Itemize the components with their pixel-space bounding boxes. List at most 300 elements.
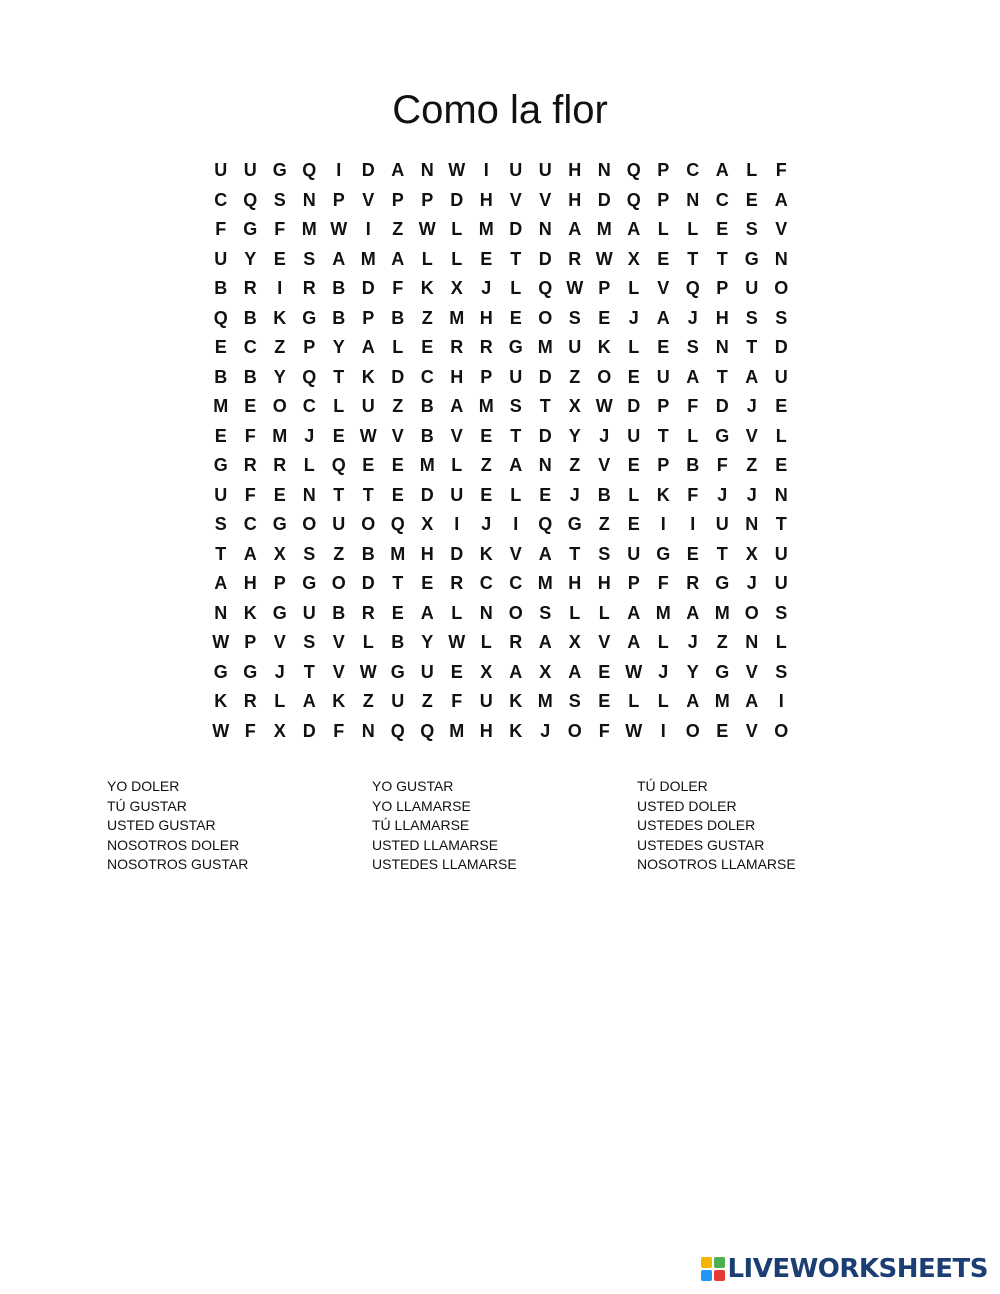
grid-letter[interactable]: E	[480, 484, 493, 505]
grid-letter[interactable]: M	[449, 307, 465, 328]
grid-letter[interactable]: O	[685, 720, 700, 741]
grid-letter[interactable]: V	[509, 189, 522, 210]
grid-letter[interactable]: N	[479, 602, 493, 623]
grid-letter[interactable]: E	[480, 425, 493, 446]
grid-letter[interactable]: Z	[569, 455, 581, 475]
grid-letter[interactable]: B	[420, 396, 434, 416]
grid-letter[interactable]: V	[745, 720, 758, 741]
grid-letter[interactable]: V	[598, 632, 611, 652]
grid-letter[interactable]: Q	[685, 278, 700, 298]
grid-letter[interactable]: I	[690, 514, 696, 534]
grid-letter[interactable]: I	[778, 691, 784, 711]
grid-letter[interactable]: G	[656, 543, 671, 564]
grid-letter[interactable]: Q	[243, 189, 258, 210]
grid-letter[interactable]: W	[212, 632, 230, 652]
grid-letter[interactable]: R	[568, 248, 582, 269]
grid-letter[interactable]: E	[598, 691, 611, 711]
grid-letter[interactable]: E	[657, 248, 670, 269]
grid-letter[interactable]: D	[538, 366, 552, 387]
grid-letter[interactable]: A	[420, 602, 434, 623]
grid-letter[interactable]: A	[627, 219, 641, 239]
grid-letter[interactable]: V	[332, 632, 345, 652]
grid-letter[interactable]: A	[627, 602, 641, 623]
grid-letter[interactable]: L	[598, 602, 610, 623]
grid-letter[interactable]: E	[421, 337, 434, 357]
grid-letter[interactable]: A	[391, 248, 405, 269]
grid-letter[interactable]: J	[274, 661, 285, 682]
grid-letter[interactable]: N	[774, 248, 788, 269]
grid-letter[interactable]: Z	[274, 337, 286, 357]
grid-letter[interactable]: O	[774, 720, 789, 741]
grid-letter[interactable]: K	[509, 720, 523, 741]
grid-letter[interactable]: M	[449, 720, 465, 741]
grid-letter[interactable]: H	[568, 573, 582, 593]
grid-letter[interactable]: C	[509, 573, 523, 593]
grid-letter[interactable]: J	[687, 632, 698, 652]
grid-letter[interactable]: K	[361, 366, 375, 387]
grid-letter[interactable]: O	[538, 307, 553, 328]
grid-letter[interactable]: P	[657, 160, 670, 180]
grid-letter[interactable]: D	[538, 248, 552, 269]
grid-letter[interactable]: T	[746, 337, 758, 357]
grid-letter[interactable]: J	[481, 514, 492, 534]
liveworksheets-logo[interactable]	[701, 1256, 988, 1282]
grid-letter[interactable]: P	[598, 278, 611, 298]
grid-letter[interactable]: A	[509, 455, 523, 475]
grid-letter[interactable]: J	[717, 484, 728, 505]
grid-letter[interactable]: U	[214, 248, 228, 269]
grid-letter[interactable]: Z	[421, 307, 433, 328]
grid-letter[interactable]: R	[509, 632, 523, 652]
grid-letter[interactable]: Q	[331, 455, 346, 475]
grid-letter[interactable]: L	[421, 248, 433, 269]
grid-letter[interactable]: D	[627, 396, 641, 416]
grid-letter[interactable]: U	[361, 396, 375, 416]
grid-letter[interactable]: U	[627, 543, 641, 564]
grid-letter[interactable]: B	[391, 632, 405, 652]
grid-letter[interactable]: J	[304, 425, 315, 446]
grid-letter[interactable]: T	[392, 573, 404, 593]
grid-letter[interactable]: R	[302, 278, 316, 298]
grid-letter[interactable]: S	[686, 337, 699, 357]
grid-letter[interactable]: J	[628, 307, 639, 328]
grid-letter[interactable]: K	[214, 691, 228, 711]
grid-letter[interactable]: Q	[390, 720, 405, 741]
grid-letter[interactable]: P	[657, 396, 670, 416]
grid-letter[interactable]: X	[421, 514, 434, 534]
grid-letter[interactable]: E	[627, 514, 640, 534]
grid-letter[interactable]: U	[509, 160, 523, 180]
grid-letter[interactable]: B	[686, 455, 700, 475]
grid-letter[interactable]: X	[273, 720, 286, 741]
grid-letter[interactable]: T	[687, 248, 699, 269]
grid-letter[interactable]: W	[330, 219, 348, 239]
grid-letter[interactable]: H	[568, 160, 582, 180]
grid-letter[interactable]: G	[302, 307, 317, 328]
grid-letter[interactable]: L	[510, 484, 522, 505]
grid-letter[interactable]: L	[628, 484, 640, 505]
grid-letter[interactable]: G	[508, 337, 523, 357]
grid-letter[interactable]: F	[244, 425, 256, 446]
grid-letter[interactable]: S	[598, 543, 611, 564]
grid-letter[interactable]: L	[451, 248, 463, 269]
grid-letter[interactable]: S	[303, 632, 316, 652]
grid-letter[interactable]: O	[774, 278, 789, 298]
grid-letter[interactable]: U	[214, 160, 228, 180]
grid-letter[interactable]: N	[214, 602, 228, 623]
grid-letter[interactable]: B	[361, 543, 375, 564]
grid-letter[interactable]: U	[450, 484, 464, 505]
grid-letter[interactable]: Z	[392, 396, 404, 416]
grid-letter[interactable]: M	[537, 573, 553, 593]
grid-letter[interactable]: E	[598, 307, 611, 328]
grid-letter[interactable]: Q	[302, 160, 317, 180]
grid-letter[interactable]: B	[391, 307, 405, 328]
grid-letter[interactable]: U	[420, 661, 434, 682]
grid-letter[interactable]: P	[391, 189, 404, 210]
grid-letter[interactable]: M	[478, 396, 494, 416]
grid-letter[interactable]: J	[746, 484, 757, 505]
grid-letter[interactable]: U	[538, 160, 552, 180]
grid-letter[interactable]: M	[272, 425, 288, 446]
grid-letter[interactable]: K	[332, 691, 346, 711]
grid-letter[interactable]: F	[392, 278, 404, 298]
grid-letter[interactable]: I	[454, 514, 460, 534]
grid-letter[interactable]: A	[538, 543, 552, 564]
grid-letter[interactable]: L	[657, 632, 669, 652]
grid-letter[interactable]: C	[302, 396, 316, 416]
grid-letter[interactable]: A	[627, 632, 641, 652]
grid-letter[interactable]: G	[272, 160, 287, 180]
grid-letter[interactable]: A	[686, 691, 700, 711]
grid-letter[interactable]: D	[509, 219, 523, 239]
grid-letter[interactable]: N	[361, 720, 375, 741]
grid-letter[interactable]: B	[332, 278, 346, 298]
grid-letter[interactable]: J	[746, 573, 757, 593]
grid-letter[interactable]: T	[775, 514, 787, 534]
grid-letter[interactable]: Q	[302, 366, 317, 387]
grid-letter[interactable]: Q	[626, 189, 641, 210]
grid-letter[interactable]: Z	[746, 455, 758, 475]
grid-letter[interactable]: S	[568, 307, 581, 328]
grid-letter[interactable]: L	[333, 396, 345, 416]
grid-letter[interactable]: S	[273, 189, 286, 210]
grid-letter[interactable]: L	[657, 219, 669, 239]
grid-letter[interactable]: D	[450, 189, 464, 210]
grid-letter[interactable]: W	[448, 632, 466, 652]
grid-letter[interactable]: G	[272, 602, 287, 623]
grid-letter[interactable]: N	[774, 484, 788, 505]
grid-letter[interactable]: F	[657, 573, 669, 593]
grid-letter[interactable]: F	[451, 691, 463, 711]
grid-letter[interactable]: M	[478, 219, 494, 239]
grid-letter[interactable]: D	[361, 573, 375, 593]
grid-letter[interactable]: M	[360, 248, 376, 269]
grid-letter[interactable]: V	[509, 543, 522, 564]
grid-letter[interactable]: K	[656, 484, 670, 505]
grid-letter[interactable]: H	[479, 189, 493, 210]
grid-letter[interactable]: V	[539, 189, 552, 210]
grid-letter[interactable]: S	[745, 219, 758, 239]
grid-letter[interactable]: D	[538, 425, 552, 446]
word-search-grid[interactable]	[206, 156, 796, 746]
grid-letter[interactable]: J	[658, 661, 669, 682]
grid-letter[interactable]: R	[273, 455, 287, 475]
grid-letter[interactable]: R	[243, 455, 257, 475]
grid-letter[interactable]: V	[362, 189, 375, 210]
grid-letter[interactable]: M	[655, 602, 671, 623]
grid-letter[interactable]: U	[774, 366, 788, 387]
grid-letter[interactable]: R	[450, 337, 464, 357]
grid-letter[interactable]: Y	[273, 366, 286, 387]
grid-letter[interactable]: D	[450, 543, 464, 564]
grid-letter[interactable]: L	[746, 160, 758, 180]
grid-letter[interactable]: V	[450, 425, 463, 446]
grid-letter[interactable]: A	[656, 307, 670, 328]
grid-letter[interactable]: G	[715, 573, 730, 593]
grid-letter[interactable]: V	[775, 219, 788, 239]
grid-letter[interactable]: G	[243, 661, 258, 682]
grid-letter[interactable]: Z	[480, 455, 492, 475]
grid-letter[interactable]: A	[745, 366, 759, 387]
grid-letter[interactable]: D	[420, 484, 434, 505]
grid-letter[interactable]: M	[537, 337, 553, 357]
grid-letter[interactable]: L	[392, 337, 404, 357]
grid-letter[interactable]: Z	[333, 543, 345, 564]
grid-letter[interactable]: N	[302, 484, 316, 505]
grid-letter[interactable]: D	[715, 396, 729, 416]
grid-letter[interactable]: Y	[421, 632, 434, 652]
grid-letter[interactable]: E	[598, 661, 611, 682]
grid-letter[interactable]: A	[243, 543, 257, 564]
grid-letter[interactable]: K	[273, 307, 287, 328]
grid-letter[interactable]: A	[686, 366, 700, 387]
grid-letter[interactable]: W	[359, 661, 377, 682]
grid-letter[interactable]: F	[716, 455, 728, 475]
grid-letter[interactable]: G	[213, 661, 228, 682]
grid-letter[interactable]: Q	[213, 307, 228, 328]
grid-letter[interactable]: E	[450, 661, 463, 682]
grid-letter[interactable]: C	[243, 514, 257, 534]
grid-letter[interactable]: A	[568, 219, 582, 239]
grid-letter[interactable]: F	[687, 396, 699, 416]
grid-letter[interactable]: Z	[598, 514, 610, 534]
grid-letter[interactable]: D	[361, 278, 375, 298]
grid-letter[interactable]: H	[597, 573, 611, 593]
grid-letter[interactable]: P	[421, 189, 434, 210]
grid-letter[interactable]: Q	[420, 720, 435, 741]
grid-letter[interactable]: H	[568, 189, 582, 210]
grid-letter[interactable]: I	[513, 514, 519, 534]
grid-letter[interactable]: P	[332, 189, 345, 210]
grid-letter[interactable]: E	[686, 543, 699, 564]
grid-letter[interactable]: E	[273, 248, 286, 269]
grid-letter[interactable]: T	[510, 248, 522, 269]
grid-letter[interactable]: E	[244, 396, 257, 416]
grid-letter[interactable]: X	[450, 278, 463, 298]
grid-letter[interactable]: I	[336, 160, 342, 180]
grid-letter[interactable]: A	[302, 691, 316, 711]
grid-letter[interactable]: O	[744, 602, 759, 623]
grid-letter[interactable]: Y	[686, 661, 699, 682]
grid-letter[interactable]: W	[448, 160, 466, 180]
grid-letter[interactable]: C	[243, 337, 257, 357]
grid-letter[interactable]: E	[362, 455, 375, 475]
grid-letter[interactable]: D	[774, 337, 788, 357]
grid-letter[interactable]: W	[595, 396, 613, 416]
grid-letter[interactable]: E	[657, 337, 670, 357]
grid-letter[interactable]: E	[391, 602, 404, 623]
grid-letter[interactable]: U	[745, 278, 759, 298]
grid-letter[interactable]: X	[480, 661, 493, 682]
grid-letter[interactable]: A	[391, 160, 405, 180]
grid-letter[interactable]: W	[625, 661, 643, 682]
grid-letter[interactable]: R	[361, 602, 375, 623]
grid-letter[interactable]: G	[744, 248, 759, 269]
grid-letter[interactable]: S	[303, 248, 316, 269]
grid-letter[interactable]: L	[451, 219, 463, 239]
grid-letter[interactable]: T	[362, 484, 374, 505]
grid-letter[interactable]: G	[213, 455, 228, 475]
grid-letter[interactable]: Q	[538, 514, 553, 534]
grid-letter[interactable]: A	[568, 661, 582, 682]
grid-letter[interactable]: A	[745, 691, 759, 711]
grid-letter[interactable]: P	[480, 366, 493, 387]
grid-letter[interactable]: S	[509, 396, 522, 416]
grid-letter[interactable]: L	[657, 691, 669, 711]
grid-letter[interactable]: U	[479, 691, 493, 711]
grid-letter[interactable]: F	[274, 219, 286, 239]
grid-letter[interactable]: B	[214, 366, 228, 387]
grid-letter[interactable]: E	[509, 307, 522, 328]
grid-letter[interactable]: S	[775, 307, 788, 328]
grid-letter[interactable]: E	[627, 455, 640, 475]
grid-letter[interactable]: U	[214, 484, 228, 505]
grid-letter[interactable]: Y	[568, 425, 581, 446]
grid-letter[interactable]: F	[775, 160, 787, 180]
grid-letter[interactable]: C	[479, 573, 493, 593]
grid-letter[interactable]: H	[420, 543, 434, 564]
grid-letter[interactable]: E	[775, 455, 788, 475]
grid-letter[interactable]: L	[687, 425, 699, 446]
grid-letter[interactable]: P	[244, 632, 257, 652]
grid-letter[interactable]: Y	[244, 248, 257, 269]
grid-letter[interactable]: I	[483, 160, 489, 180]
grid-letter[interactable]: E	[391, 484, 404, 505]
grid-letter[interactable]: P	[657, 455, 670, 475]
grid-letter[interactable]: N	[302, 189, 316, 210]
grid-letter[interactable]: S	[303, 543, 316, 564]
grid-letter[interactable]: N	[538, 219, 552, 239]
grid-letter[interactable]: L	[362, 632, 374, 652]
grid-letter[interactable]: L	[628, 278, 640, 298]
grid-letter[interactable]: C	[715, 189, 729, 210]
grid-letter[interactable]: I	[660, 720, 666, 741]
grid-letter[interactable]: F	[215, 219, 227, 239]
grid-letter[interactable]: M	[714, 602, 730, 623]
grid-letter[interactable]: U	[302, 602, 316, 623]
grid-letter[interactable]: U	[656, 366, 670, 387]
grid-letter[interactable]: O	[508, 602, 523, 623]
grid-letter[interactable]: L	[451, 602, 463, 623]
grid-letter[interactable]: R	[243, 278, 257, 298]
grid-letter[interactable]: A	[715, 160, 729, 180]
grid-letter[interactable]: L	[303, 455, 315, 475]
grid-letter[interactable]: D	[597, 189, 611, 210]
grid-letter[interactable]: E	[745, 189, 758, 210]
grid-letter[interactable]: Q	[390, 514, 405, 534]
grid-letter[interactable]: M	[213, 396, 229, 416]
grid-letter[interactable]: V	[332, 661, 345, 682]
grid-letter[interactable]: M	[419, 455, 435, 475]
grid-letter[interactable]: R	[479, 337, 493, 357]
grid-letter[interactable]: F	[244, 484, 256, 505]
grid-letter[interactable]: N	[686, 189, 700, 210]
grid-letter[interactable]: C	[686, 160, 700, 180]
grid-letter[interactable]: O	[597, 366, 612, 387]
grid-letter[interactable]: E	[480, 248, 493, 269]
grid-letter[interactable]: W	[595, 248, 613, 269]
grid-letter[interactable]: D	[361, 160, 375, 180]
grid-letter[interactable]: L	[628, 337, 640, 357]
grid-letter[interactable]: U	[774, 543, 788, 564]
grid-letter[interactable]: G	[567, 514, 582, 534]
grid-letter[interactable]: C	[214, 189, 228, 210]
grid-letter[interactable]: G	[390, 661, 405, 682]
grid-letter[interactable]: O	[567, 720, 582, 741]
grid-letter[interactable]: K	[597, 337, 611, 357]
grid-letter[interactable]: A	[686, 602, 700, 623]
grid-letter[interactable]: U	[627, 425, 641, 446]
grid-letter[interactable]: M	[537, 691, 553, 711]
grid-letter[interactable]: U	[509, 366, 523, 387]
grid-letter[interactable]: S	[775, 661, 788, 682]
grid-letter[interactable]: K	[479, 543, 493, 564]
grid-letter[interactable]: X	[627, 248, 640, 269]
grid-letter[interactable]: X	[568, 396, 581, 416]
grid-letter[interactable]: P	[657, 189, 670, 210]
grid-letter[interactable]: I	[277, 278, 283, 298]
grid-letter[interactable]: T	[716, 248, 728, 269]
grid-letter[interactable]: Z	[716, 632, 728, 652]
grid-letter[interactable]: E	[273, 484, 286, 505]
grid-letter[interactable]: E	[214, 337, 227, 357]
grid-letter[interactable]: T	[333, 366, 345, 387]
grid-letter[interactable]: T	[569, 543, 581, 564]
grid-letter[interactable]: A	[509, 661, 523, 682]
grid-letter[interactable]: A	[361, 337, 375, 357]
grid-letter[interactable]: L	[775, 632, 787, 652]
grid-letter[interactable]: M	[301, 219, 317, 239]
grid-letter[interactable]: V	[391, 425, 404, 446]
grid-letter[interactable]: F	[687, 484, 699, 505]
grid-letter[interactable]: U	[243, 160, 257, 180]
grid-letter[interactable]: G	[715, 425, 730, 446]
grid-letter[interactable]: L	[274, 691, 286, 711]
grid-letter[interactable]: Z	[569, 366, 581, 387]
grid-letter[interactable]: L	[687, 219, 699, 239]
grid-letter[interactable]: F	[244, 720, 256, 741]
grid-letter[interactable]: X	[539, 661, 552, 682]
grid-letter[interactable]: G	[243, 219, 258, 239]
grid-letter[interactable]: J	[540, 720, 551, 741]
grid-letter[interactable]: W	[212, 720, 230, 741]
grid-letter[interactable]: N	[715, 337, 729, 357]
grid-letter[interactable]: R	[686, 573, 700, 593]
grid-letter[interactable]: V	[745, 425, 758, 446]
grid-letter[interactable]: S	[568, 691, 581, 711]
grid-letter[interactable]: N	[745, 632, 759, 652]
